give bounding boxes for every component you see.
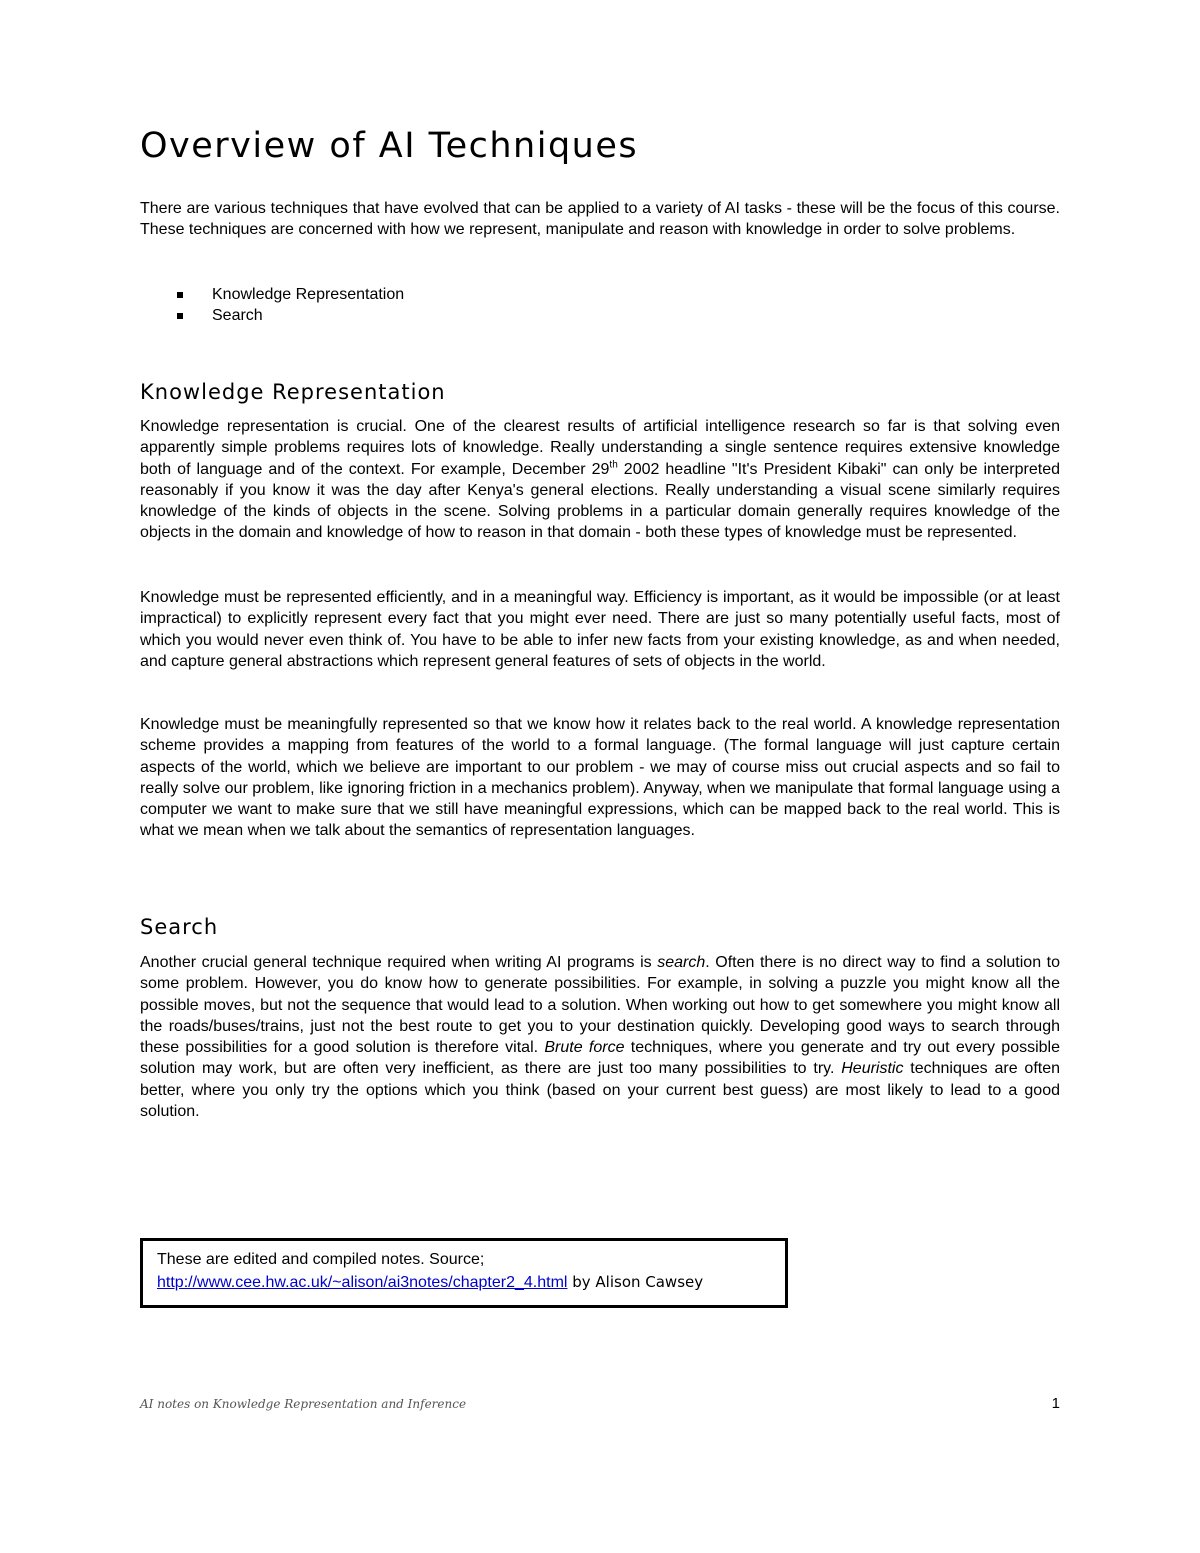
source-intro: These are edited and compiled notes. Source;	[157, 1251, 485, 1268]
list-item: Knowledge Representation	[140, 284, 404, 305]
knowledge-representation-heading: Knowledge Representation	[140, 380, 446, 404]
footer-title: AI notes on Knowledge Representation and Inference	[140, 1397, 467, 1411]
kr-p3-text: Knowledge must be meaningfully represented so that we know how it relates back to the real world. A knowledge representation scheme provides a mapping from features of the world to a formal language. (The formal language will just capture certain aspects of the world, which we believe are important to our problem - we may of course miss out crucial aspects and so fail to really solve our problem, like ignoring friction in a mechanics problem). Anyway, when we manipulate that formal language using a computer we want to make sure that we still have meaningful expressions, which can be mapped back to the real world. This is what we mean when we talk about the semantics of representation languages.	[140, 716, 1060, 840]
search-text-d: techniques are often better, where you only try the options which you think (based on your current best guess) are most likely to lead to a good solution.	[140, 1060, 1061, 1121]
source-box	[140, 1238, 788, 1308]
kr-p2-text: Knowledge must be represented efficiently, and in a meaningful way. Efficiency is important, as it would be impossible (or at least impractical) to explicitly represent every fact that you might ever need. There are just so many potentially useful facts, most of which you would never even think of. You have to be able to infer new facts from your existing knowledge, as and when needed, and capture general abstractions which represent general features of sets of objects in the world.	[140, 589, 1060, 670]
kr-paragraph-3	[140, 714, 1060, 842]
kr-paragraph-2	[140, 587, 1060, 672]
page-footer	[140, 1395, 1060, 1413]
kr-p1-text-a: Knowledge representation is crucial. One of the clearest results of artificial intelligence research so far is that solving even apparently simple problems requires lots of knowledge. Really understanding a single sentence requires extensive knowledge both of language and of the context. For example, December 29	[140, 418, 1060, 478]
search-paragraph	[140, 952, 1060, 1122]
source-link[interactable]: http://www.cee.hw.ac.uk/~alison/ai3notes/chapter2_4.html	[157, 1274, 568, 1291]
intro-paragraph: There are various techniques that have evolved that can be applied to a variety of AI tasks - these will be the focus of this course. These techniques are concerned with how we represent, manipulate and reason with knowledge in order to solve problems.	[140, 200, 1060, 239]
kr-p1-superscript: th	[609, 459, 618, 471]
list-item: Search	[140, 305, 404, 326]
search-heading: Search	[140, 915, 219, 939]
search-text-b: . Often there is no direct way to find a solution to some problem. However, you do know how to generate possibilities. For example, in solving a puzzle you might know all the possible moves, but not the sequence that would lead to a solution. When working out how to get somewhere you might know all the roads/buses/trains, just not the best route to get you to your destination quickly. Developing good ways to search through these possibilities for a good solution is therefore vital.	[140, 954, 1061, 1057]
kr-paragraph-1	[140, 416, 1060, 544]
source-line	[157, 1271, 771, 1294]
brute-force-emphasis: Brute force	[544, 1039, 625, 1057]
search-text-a: Another crucial general technique required when writing AI programs is	[140, 954, 658, 971]
source-author: by Alison Cawsey	[567, 1273, 704, 1291]
topic-list	[140, 284, 404, 327]
heuristic-emphasis: Heuristic	[841, 1060, 904, 1078]
search-text-c: techniques, where you generate and try out every possible solution may work, but are often very inefficient, as there are just too many possibilities to try.	[140, 1039, 1061, 1078]
intro-section	[140, 198, 1060, 241]
page-title: Overview of AI Techniques	[140, 126, 639, 166]
search-emphasis: search	[657, 954, 706, 971]
kr-p1-text-b: 2002 headline "It's President Kibaki" can only be interpreted reasonably if you know it was the day after Kenya's general elections. Really understanding a visual scene similarly requires knowledge of the kinds of objects in the scene. Solving problems in a particular domain generally requires knowledge of the objects in the domain and knowledge of how to reason in that domain - both these types of knowledge must be represented.	[140, 460, 1060, 542]
page-number: 1	[1051, 1395, 1060, 1412]
